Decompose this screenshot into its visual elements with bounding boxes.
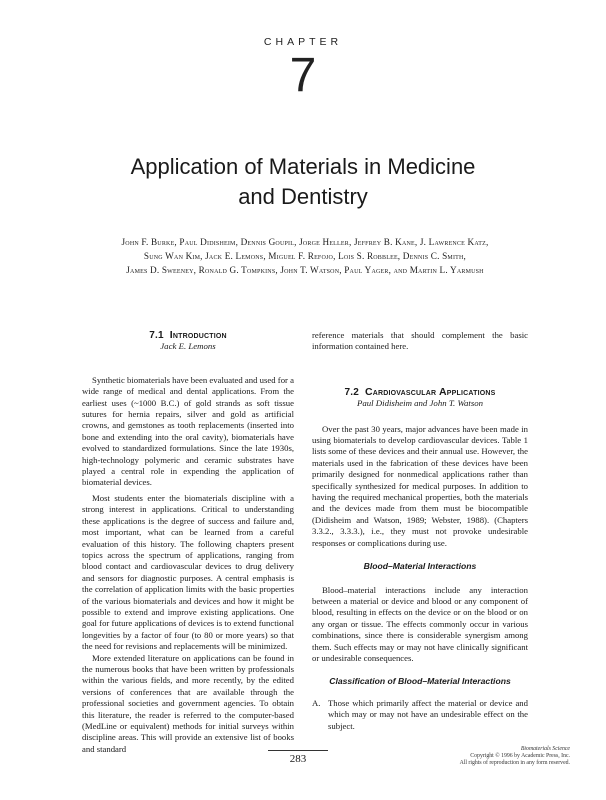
- section-number: 7.1: [149, 330, 164, 341]
- section-heading-cardio: [312, 387, 528, 398]
- copyright-line: Copyright © 1996 by Academic Press, Inc.: [470, 753, 570, 759]
- page-number: 283: [289, 753, 307, 765]
- section-title: Introduction: [169, 329, 227, 341]
- author-line: James D. Sweeney, Ronald G. Tompkins, John T. Watson, Paul Yager, and Martin L. Yarmush: [126, 265, 484, 275]
- chapter-title-line-1: Application of Materials in Medicine: [130, 154, 476, 179]
- paragraph: Over the past 30 years, major advances have been made in using biomaterials to develop cardiovascular devices. Table 1 lists some of these devices and their annual use. However, the materials used in the fabrication of these devices have been primarily designed for nonmedical applications rather than specifically synthesized for medical purposes. In addition to having the required mechanical properties, both the materials and the devices made from them must be biocompatible (Didisheim and Watson, 1989; Webster, 1988). (Chapters 3.3.2., 3.3.3.), i.e., they must not provoke undesirable responses or complications during use.: [312, 423, 528, 548]
- section-title: Cardiovascular Applications: [364, 385, 496, 398]
- section-heading-intro: [82, 330, 294, 341]
- copyright-notice: [380, 746, 570, 767]
- paragraph: Synthetic biomaterials have been evaluated and used for a wide range of medical and dental applications. From the earliest uses (~1000 B.C.) of gold strands as soft tissue sutures for hernia repairs, silver and gold as artificial crowns, and gemstones as tooth replacements (inserted into bone and extending into the oral cavity), biomaterials have evolved to standardized formulations. Since the late 1930s, high-technology polymeric and ceramic substrates have played a central role in expending the application of biomaterial devices.: [82, 374, 294, 488]
- right-column: [312, 330, 528, 732]
- copyright-line: All rights of reproduction in any form reserved.: [459, 760, 570, 766]
- chapter-number: 7: [289, 49, 317, 102]
- paragraph: Most students enter the biomaterials discipline with a strong interest in applications. Critical to understanding these applications is the degree of success and failure and, most important, what can be learned from a careful evaluation of this history. The following chapters present topics across the spectrum of applications, ranging from blood contact and cardiovascular devices to drug delivery and sensors for diagnostic purposes. A central emphasis is the correlation of application limits with the basic properties of the various biomaterials and devices and how it might be possible to extend and improve existing applications. One goal for future applications of devices is to extend functional longevities by a factor of four (to 80 or more years) so that the need for revisions and replacements will be minimized.: [82, 492, 294, 652]
- author-line: Sung Wan Kim, Jack E. Lemons, Miguel F. Refojo, Lois S. Robblee, Dennis C. Smith,: [143, 251, 467, 261]
- author-list: [40, 235, 570, 277]
- chapter-title: [60, 152, 546, 212]
- chapter-label: CHAPTER: [263, 36, 343, 48]
- list-item: [312, 698, 528, 732]
- footer-rule: [268, 750, 328, 751]
- book-title: Biomaterials Science: [520, 746, 570, 752]
- paragraph: Blood–material interactions include any interaction between a material or device and blood or any component of blood, resulting in effects on the device or on the blood or on any organ or tissue. The effects commonly occur in various combinations, since there is considerable synergism among them. Such effects may or may not have clinically significant or undesirable consequences.: [312, 584, 528, 663]
- chapter-title-line-2: and Dentistry: [238, 184, 368, 209]
- paragraph-continuation: reference materials that should complement the basic information contained here.: [312, 330, 528, 352]
- left-column: [82, 330, 294, 755]
- subsection-heading: Classification of Blood–Material Interactions: [329, 676, 511, 687]
- subsection-heading: Blood–Material Interactions: [363, 561, 477, 572]
- section-author: Paul Didisheim and John T. Watson: [356, 398, 484, 409]
- list-label: A.: [312, 697, 321, 708]
- section-number: 7.2: [344, 386, 359, 398]
- paragraph: More extended literature on applications can be found in the numerous books that have been written by professionals within the various fields, and more recently, by the edited versions of conferences that are available through the professional societies and government agencies. To obtain this literature, the reader is referred to the computer-based (MedLine or equivalent) methods for initial surveys within discipline areas. This will provide an extensive list of books and standard: [82, 652, 294, 754]
- author-line: John F. Burke, Paul Didisheim, Dennis Goupil, Jorge Heller, Jeffrey B. Kane, J. Lawrence Katz,: [121, 237, 489, 247]
- list-text: Those which primarily affect the material or device and which may or may not have an undesirable effect on the subject.: [328, 697, 528, 731]
- section-author: Jack E. Lemons: [160, 341, 216, 352]
